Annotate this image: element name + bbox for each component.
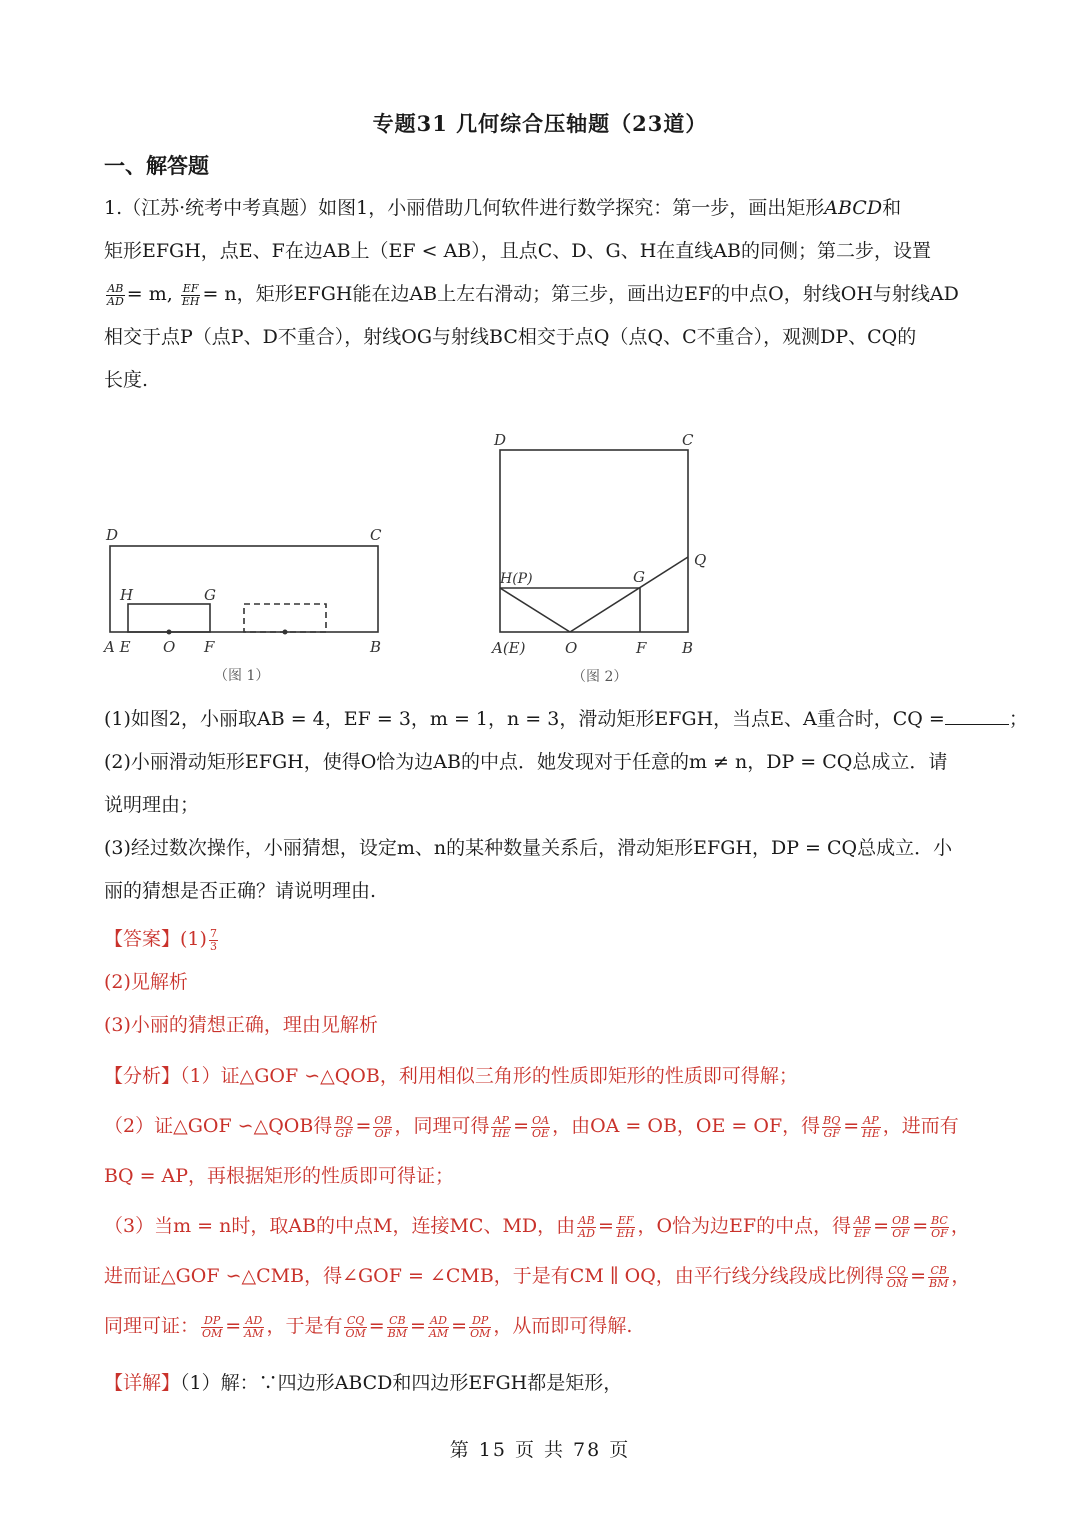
fraction-ob-of: $\frac{OB}{OF}$ (374, 1113, 392, 1140)
fraction-cq-om-2: $\frac{CQ}{OM}$ (345, 1313, 366, 1340)
fraction-oa-oe: $\frac{OA}{OE}$ (532, 1113, 550, 1140)
problem-line-5: 长度. (104, 369, 149, 391)
problem-line-4: 相交于点P（点P、D不重合），射线OG与射线BC相交于点Q（点Q、C不重合），观测DP、CQ的 (104, 326, 917, 348)
question-2-line-2: 说明理由； (104, 794, 200, 816)
fraction-ap-he-2: $\frac{AP}{HE}$ (862, 1113, 880, 1140)
fig1-caption: （图 1） (214, 668, 270, 684)
answer-block (104, 918, 976, 1047)
fig2-label-f: F (636, 639, 647, 657)
fig1-label-g: G (204, 586, 216, 604)
fraction-ef-eh: $\frac{EF}{EH}$ (181, 281, 200, 308)
fig2-line-ho (500, 588, 570, 632)
fig2-label-g: G (633, 568, 645, 586)
fig1-label-b: B (370, 638, 382, 656)
fraction-dp-om-2: $\frac{DP}{OM}$ (470, 1313, 491, 1340)
fig1-label-f: F (204, 638, 215, 656)
fraction-ob-of-2: $\frac{OB}{OF}$ (892, 1213, 910, 1240)
analysis-line-1: 【分析】（1）证△GOF ∽△QOB，利用相似三角形的性质即矩形的性质即可得解； (104, 1065, 798, 1087)
fraction-ad-am-2: $\frac{AD}{AM}$ (428, 1313, 449, 1340)
fraction-cb-bm-2: $\frac{CB}{BM}$ (387, 1313, 408, 1340)
fig2-line-oq (570, 557, 688, 632)
fig2-rect-abcd (500, 450, 688, 632)
fraction-ab-ef: $\frac{AB}{EF}$ (854, 1213, 871, 1240)
answer-line-1: 【答案】(1) $\frac{7}{3}$ (104, 926, 217, 953)
detail-line-1: 【详解】（1）解：∵四边形ABCD和四边形EFGH都是矩形， (104, 1372, 623, 1394)
fig2-label-c: C (682, 431, 694, 449)
fraction-cb-bm: $\frac{CB}{BM}$ (929, 1263, 949, 1290)
fig2-label-b: B (682, 639, 694, 657)
fraction-ef-eh-2: $\frac{EF}{EH}$ (616, 1213, 635, 1240)
analysis-line-4: （3）当m = n时，取AB的中点M，连接MC、MD，由 $\frac{AB}{AD}$ = $\frac{EF}{EH}$ ，O恰为边EF的中点，得 $\frac{AB}{EF}$ = $\frac{OB}{OF}$ = $\frac{BC}{OF}$ ， (104, 1213, 970, 1240)
fig2-label-q: Q (694, 551, 707, 569)
fraction-ad-am: $\frac{AD}{AM}$ (244, 1313, 264, 1340)
fig1-rect-dashed (244, 604, 326, 632)
fraction-answer: $\frac{7}{3}$ (209, 926, 217, 953)
analysis-line-6: 同理可证： $\frac{DP}{OM}$ = $\frac{AD}{AM}$ ，于是有 $\frac{CQ}{OM}$ = $\frac{CB}{BM}$ = $\frac{AD}{AM}$ = $\frac{DP}{OM}$ ，从而即可得解. (104, 1313, 633, 1340)
question-1: (1)如图2，小丽取AB = 4，EF = 3，m = 1，n = 3，滑动矩形EFGH，当点E、A重合时，CQ = ； (104, 708, 1028, 730)
fig1-label-ae: A E (104, 638, 131, 656)
fraction-ab-ad-2: $\frac{AB}{AD}$ (578, 1213, 595, 1240)
figure-1 (100, 520, 400, 690)
question-2-line-1: (2)小丽滑动矩形EFGH，使得O恰为边AB的中点．她发现对于任意的m ≠ n，DP = CQ总成立．请 (104, 751, 948, 773)
problem-line-1: 1.（江苏·统考中考真题）如图1，小丽借助几何软件进行数学探究：第一步，画出矩形ABCD和 (104, 197, 902, 219)
answer-blank (945, 706, 1009, 725)
page-title: 专题31 几何综合压轴题（23道） (372, 111, 708, 136)
analysis-block (104, 1051, 976, 1351)
problem-line-2: 矩形EFGH，点E、F在边AB上（EF < AB），且点C、D、G、H在直线AB的同侧；第二步，设置 (104, 240, 931, 262)
fig1-label-c: C (370, 526, 382, 544)
fig1-label-h: H (120, 586, 134, 604)
analysis-line-2: （2）证△GOF ∽△QOB得 $\frac{BQ}{GF}$ = $\frac{OB}{OF}$ ，同理可得 $\frac{AP}{HE}$ = $\frac{OA}{OE}$ ，由OA = OB，OE = OF，得 $\frac{BQ}{GF}$ = $\frac{AP}{HE}$ ，进而有 (104, 1113, 959, 1140)
question-3-line-2: 丽的猜想是否正确？请说明理由. (104, 880, 377, 902)
fraction-dp-om: $\frac{DP}{OM}$ (202, 1313, 223, 1340)
fig2-label-d: D (494, 431, 507, 449)
fig1-point-o (167, 630, 172, 635)
fig2-label-ae: A(E) (492, 639, 526, 657)
page-footer: 第 15 页 共 78 页 (449, 1439, 631, 1461)
detail-block (104, 1362, 976, 1405)
section-heading: 一、解答题 (104, 153, 209, 178)
questions (104, 698, 1028, 913)
analysis-line-3: BQ = AP，再根据矩形的性质即可得证； (104, 1165, 455, 1187)
fig2-caption: （图 2） (572, 669, 628, 685)
fraction-cq-om: $\frac{CQ}{OM}$ (886, 1263, 908, 1290)
fraction-bq-gf-2: $\frac{BQ}{GF}$ (823, 1113, 841, 1140)
fraction-bc-of: $\frac{BC}{OF}$ (931, 1213, 948, 1240)
answer-line-3: (3)小丽的猜想正确，理由见解析 (104, 1014, 378, 1036)
fig1-rect-efgh (128, 604, 210, 632)
answer-line-2: (2)见解析 (104, 971, 188, 993)
fraction-ab-ad: $\frac{AB}{AD}$ (107, 281, 124, 308)
problem-line-3: $\frac{AB}{AD}$ = m, $\frac{EF}{EH}$ = n，矩形EFGH能在边AB上左右滑动；第三步，画出边EF的中点O，射线OH与射线AD (107, 281, 959, 308)
figure-2 (488, 425, 728, 690)
problem-statement (104, 187, 976, 402)
question-3-line-1: (3)经过数次操作，小丽猜想，设定m、n的某种数量关系后，滑动矩形EFGH，DP = CQ总成立．小 (104, 837, 953, 859)
fig2-label-o: O (565, 639, 578, 657)
fraction-bq-gf: $\frac{BQ}{GF}$ (335, 1113, 353, 1140)
fraction-ap-he: $\frac{AP}{HE}$ (492, 1113, 511, 1140)
fig1-point-o2 (283, 630, 288, 635)
analysis-line-5: 进而证△GOF ∽△CMB，得∠GOF = ∠CMB，于是有CM ∥ OQ，由平行线分线段成比例得 $\frac{CQ}{OM}$ = $\frac{CB}{BM}$ ， (104, 1263, 971, 1290)
fig1-label-o: O (163, 638, 176, 656)
fig1-label-d: D (106, 526, 119, 544)
fig2-label-hp: H(P) (500, 571, 533, 587)
